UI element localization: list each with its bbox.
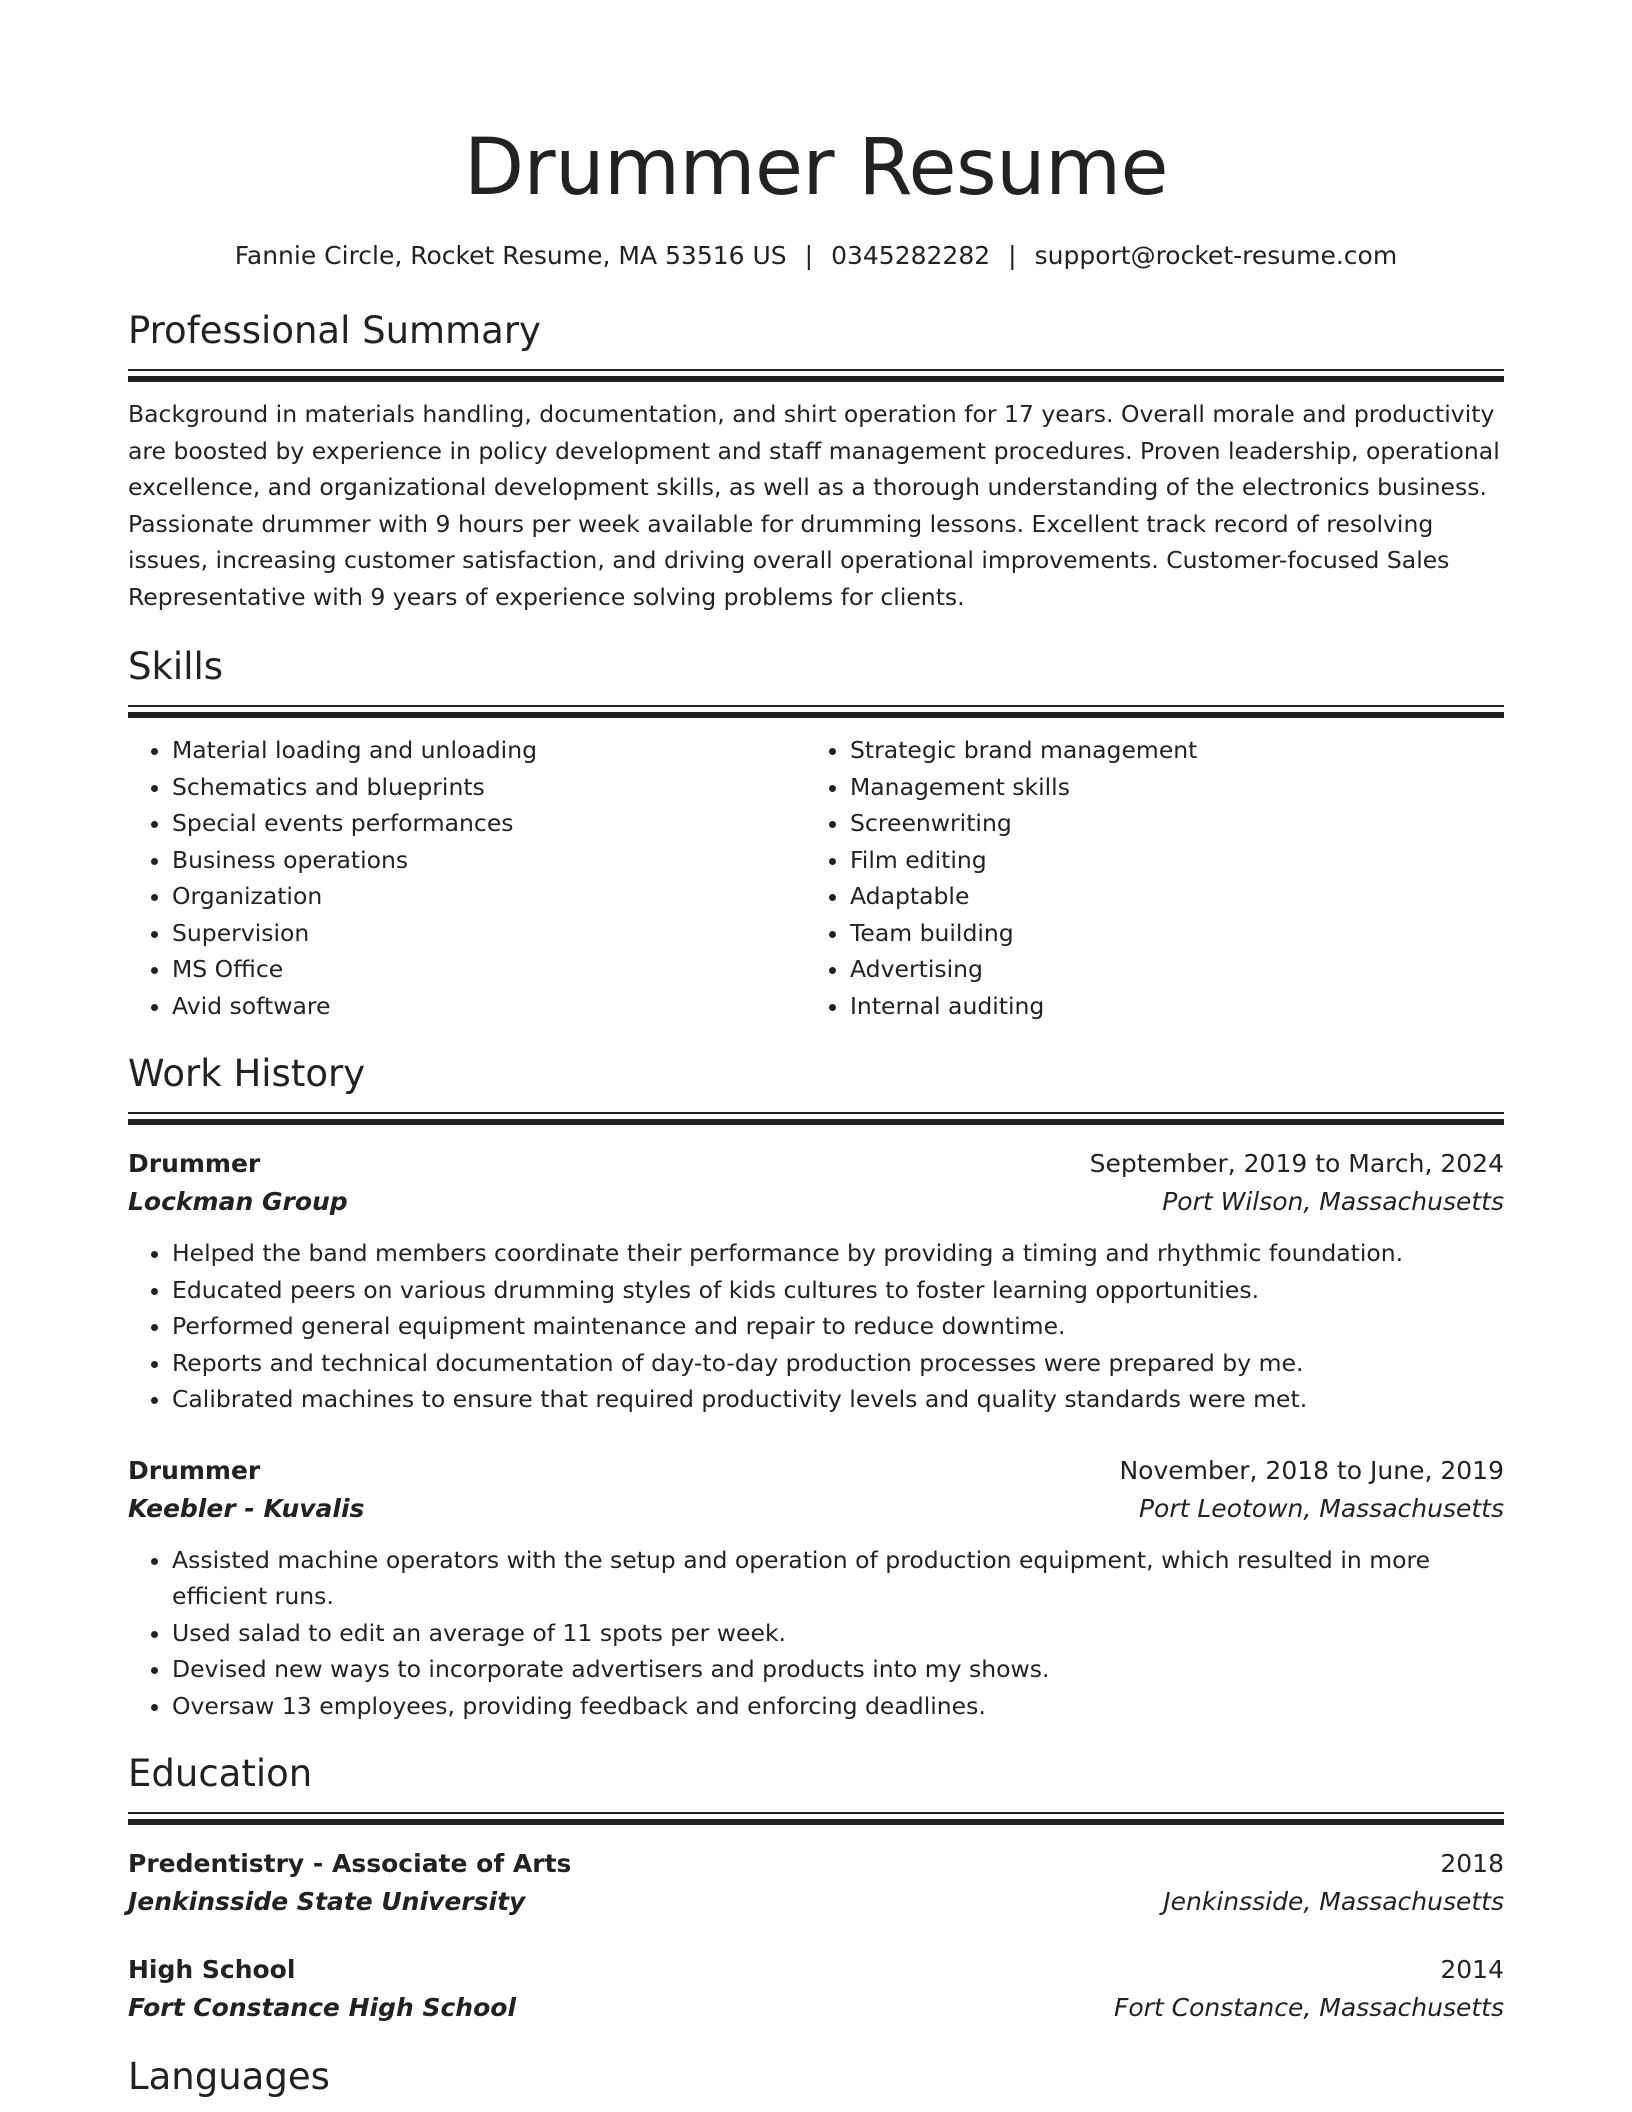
contact-phone: 0345282282 [831,241,991,270]
resume-title: Drummer Resume [463,123,1169,213]
skill-item: • Management skills [850,769,1484,806]
skills-column-right [806,732,1484,1024]
job-location: Port Wilson, Massachusetts [1162,1187,1504,1216]
job-location: Port Leotown, Massachusetts [1138,1493,1504,1523]
languages-heading: Languages [128,2055,330,2098]
education-location: Jenkinsside, Massachusetts [1163,1887,1504,1916]
summary-text: Background in materials handling, documentation, and shirt operation for 17 years. Overall morale and productivity are boosted by experience in policy development and staff management procedures. Proven leadership, operational excellence, and organizational development skills, as well as a thorough understanding of the electronics business. Passionate drummer with 9 hours per week available for drumming lessons. Excellent track record of resolving issues, increasing customer satisfaction, and driving overall operational improvements. Customer-focused Sales Representative with 9 years of experience solving problems for clients. [128,400,1500,611]
education-entry [128,1845,1504,1921]
education-section [128,1750,1504,2027]
contact-separator: | [804,241,814,270]
resume-page [128,0,1504,2101]
contact-line [128,238,1504,274]
skill-item: • Special events performances [172,805,806,842]
job-bullet: • Helped the band members coordinate their performance by providing a timing and rhythmic foundation. [172,1235,1504,1272]
languages-section [128,2053,1504,2101]
job-company: Keebler - Kuvalis [128,1493,365,1523]
section-divider [128,1112,1504,1125]
skill-item: • Supervision [172,915,806,952]
contact-address: Fannie Circle, Rocket Resume, MA 53516 US [234,241,787,270]
skills-list-left [128,732,806,1024]
skill-item: • Schematics and blueprints [172,769,806,806]
job-bullet: • Reports and technical documentation of day-to-day production processes were prepared by me. [172,1345,1504,1382]
job-company: Lockman Group [128,1187,348,1216]
education-degree: High School [128,1955,296,1984]
section-divider [128,1812,1504,1825]
education-header-row [128,1845,1504,1883]
contact-email: support@rocket-resume.com [1034,241,1398,270]
education-school-row [128,1989,1504,2027]
job-dates: November, 2018 to June, 2019 [1119,1455,1504,1485]
skills-section [128,643,1504,1024]
job-header-row [128,1145,1504,1183]
job-bullet: • Devised new ways to incorporate advertisers and products into my shows. [172,1651,1504,1688]
skills-list-right [806,732,1484,1024]
job-entry [128,1452,1504,1725]
education-school-row [128,1883,1504,1921]
job-title: Drummer [128,1149,261,1178]
section-divider [128,369,1504,382]
skills-heading: Skills [128,645,224,688]
job-bullets [128,1542,1504,1725]
work-section [128,1050,1504,1724]
skill-item: • Organization [172,878,806,915]
education-location: Fort Constance, Massachusetts [1113,1993,1504,2022]
job-bullet: • Educated peers on various drumming styles of kids cultures to foster learning opportunities. [172,1272,1504,1309]
education-year: 2014 [1440,1955,1504,1984]
education-school: Jenkinsside State University [128,1887,526,1916]
job-title: Drummer [128,1455,261,1485]
skills-column-left [128,732,806,1024]
section-divider [128,705,1504,718]
skills-grid [128,732,1504,1024]
skill-item: • Team building [850,915,1484,952]
education-header-row [128,1951,1504,1989]
skill-item: • Strategic brand management [850,732,1484,769]
education-heading: Education [128,1752,313,1795]
skill-item: • MS Office [172,951,806,988]
job-dates: September, 2019 to March, 2024 [1089,1149,1504,1178]
skill-item: • Advertising [850,951,1484,988]
job-company-row [128,1490,1504,1528]
job-bullet: • Used salad to edit an average of 11 spots per week. [172,1615,1504,1652]
job-entry [128,1145,1504,1418]
work-heading: Work History [128,1052,366,1095]
education-degree: Predentistry - Associate of Arts [128,1849,572,1878]
job-bullet: • Performed general equipment maintenance and repair to reduce downtime. [172,1308,1504,1345]
education-entry [128,1951,1504,2027]
contact-separator: | [1008,241,1017,270]
job-bullet: • Assisted machine operators with the setup and operation of production equipment, which resulted in more efficient runs. [172,1542,1504,1615]
skill-item: • Avid software [172,988,806,1025]
job-bullet: • Calibrated machines to ensure that required productivity levels and quality standards were met. [172,1381,1504,1418]
job-company-row [128,1183,1504,1221]
job-bullet: • Oversaw 13 employees, providing feedback and enforcing deadlines. [172,1688,1504,1725]
skill-item: • Adaptable [850,878,1484,915]
summary-section [128,307,1504,615]
skill-item: • Film editing [850,842,1484,879]
skill-item: • Screenwriting [850,805,1484,842]
skill-item: • Material loading and unloading [172,732,806,769]
education-year: 2018 [1440,1849,1504,1878]
education-school: Fort Constance High School [128,1993,517,2022]
summary-heading: Professional Summary [128,309,541,352]
skill-item: • Business operations [172,842,806,879]
job-header-row [128,1452,1504,1490]
job-bullets [128,1235,1504,1418]
skill-item: • Internal auditing [850,988,1484,1025]
